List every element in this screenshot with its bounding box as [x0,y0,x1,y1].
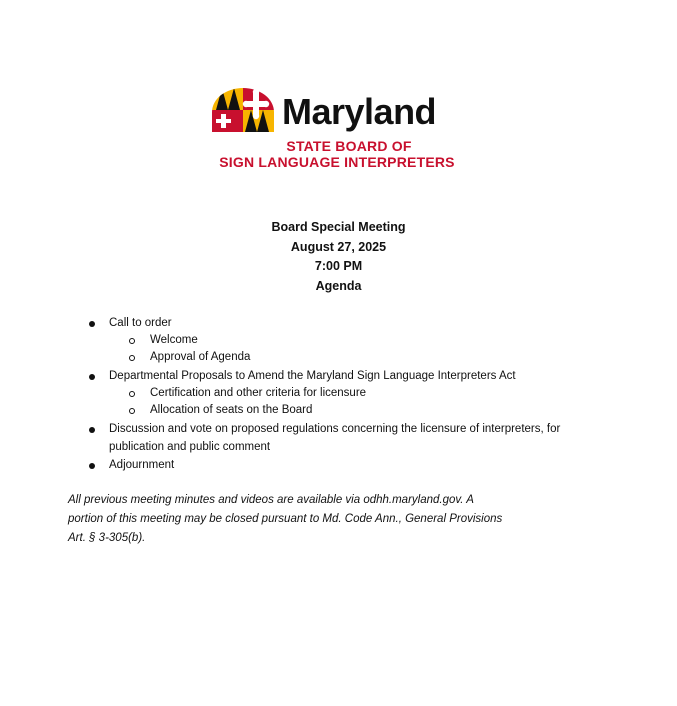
meeting-title: Board Special Meeting [271,220,406,234]
bullet-icon [89,321,95,327]
meeting-note [68,491,538,548]
logo-subtitle [212,138,462,170]
agenda-subitem-label: Certification and other criteria for licensure [150,387,367,399]
agenda-item-label: publication and public comment [109,441,271,453]
agenda-item-label: Discussion and vote on proposed regulations concerning the licensure of interpreters, for [109,423,561,435]
agenda-item-label: Call to order [109,317,172,329]
note-line: portion of this meeting may be closed pursuant to Md. Code Ann., General Provisions [68,513,503,525]
meeting-date: August 27, 2025 [290,239,387,254]
agenda-subitem-label: Allocation of seats on the Board [150,404,313,416]
bullet-icon [89,427,95,433]
bullet-icon [89,374,95,380]
bullet-icon [89,463,95,469]
logo-subtitle-line2: SIGN LANGUAGE INTERPRETERS [219,154,455,170]
logo-subtitle-line1: STATE BOARD OF [286,138,412,154]
agenda-subitem-label: Welcome [150,334,198,346]
agenda-item-label: Adjournment [109,459,175,471]
meeting-time: 7:00 PM [314,259,363,273]
agenda-subitem-label: Approval of Agenda [150,351,251,363]
sub-bullet-icon [129,338,135,344]
agenda-item-label: Departmental Proposals to Amend the Maryland Sign Language Interpreters Act [109,370,516,382]
sub-bullet-icon [129,391,135,397]
meeting-heading [0,218,677,296]
maryland-logo [212,88,462,170]
sub-bullet-icon [129,355,135,361]
note-line: All previous meeting minutes and videos are available via odhh.maryland.gov. A [68,494,474,506]
logo-wordmark: Maryland [282,91,437,132]
note-line: Art. § 3-305(b). [68,532,146,544]
maryland-flag-icon [212,88,274,132]
sub-bullet-icon [129,408,135,414]
agenda-title: Agenda [315,278,362,293]
